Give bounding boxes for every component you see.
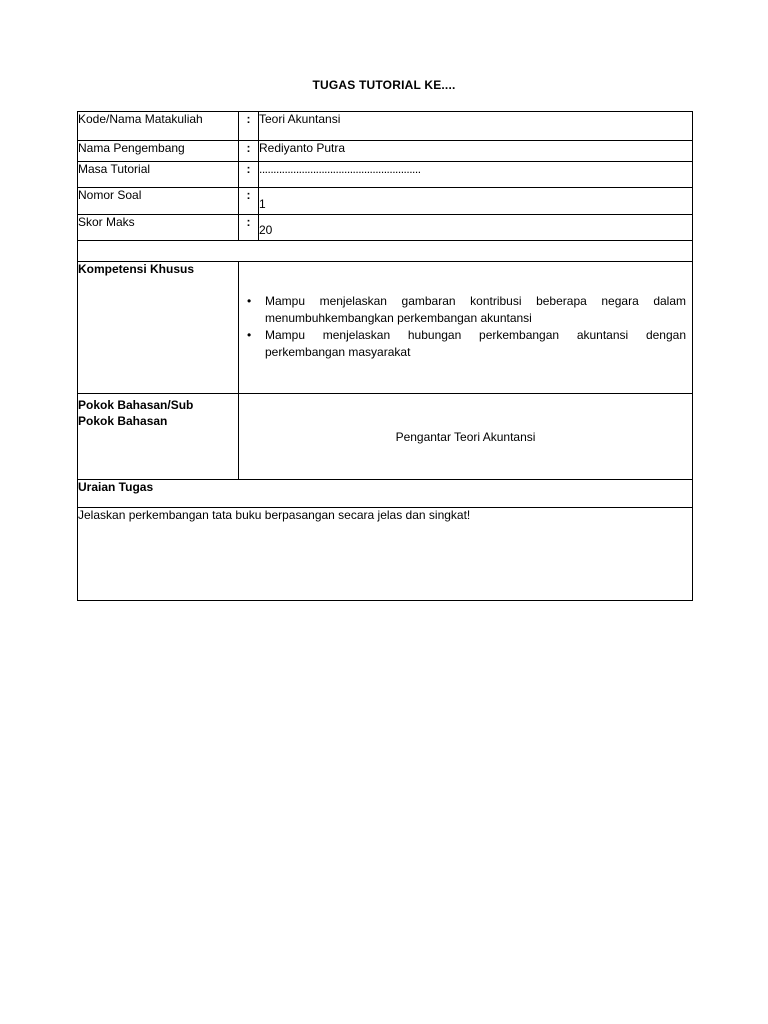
value-kode: Teori Akuntansi: [259, 112, 693, 141]
bullet-icon: •: [247, 294, 252, 308]
label-uraian: Uraian Tugas: [78, 480, 693, 508]
kompetensi-item-2: Mampu menjelaskan hubungan perkembangan akuntansi dengan perkembangan masyarakat: [265, 328, 686, 359]
bullet-icon: •: [247, 328, 252, 342]
spacer-cell: [78, 241, 693, 262]
colon-nomor: :: [239, 188, 259, 215]
tutorial-form-table: [77, 111, 693, 601]
row-pokok: [78, 394, 693, 480]
label-kompetensi: Kompetensi Khusus: [78, 262, 239, 394]
label-masa: Masa Tutorial: [78, 162, 239, 188]
kompetensi-item-1: Mampu menjelaskan gambaran kontribusi beberapa negara dalam menumbuhkembangkan perkembangan akuntansi: [265, 294, 686, 325]
kompetensi-cell: [239, 262, 693, 394]
value-skor: 20: [259, 215, 693, 241]
colon-kode: :: [239, 112, 259, 141]
row-pengembang: [78, 141, 693, 162]
list-item: [245, 293, 686, 327]
label-pengembang: Nama Pengembang: [78, 141, 239, 162]
row-nomor: [78, 188, 693, 215]
row-uraian-label: [78, 480, 693, 508]
kompetensi-list: [239, 262, 692, 361]
colon-pengembang: :: [239, 141, 259, 162]
label-skor: Skor Maks: [78, 215, 239, 241]
label-kode: Kode/Nama Matakuliah: [78, 112, 239, 141]
row-spacer: [78, 241, 693, 262]
row-masa: [78, 162, 693, 188]
row-kompetensi: [78, 262, 693, 394]
value-pengembang: Rediyanto Putra: [259, 141, 693, 162]
label-pokok-line1: Pokok Bahasan/Sub: [78, 398, 194, 412]
list-item: [245, 327, 686, 361]
label-nomor: Nomor Soal: [78, 188, 239, 215]
label-pokok: [78, 394, 239, 480]
page-title: TUGAS TUTORIAL KE....: [312, 78, 456, 92]
row-uraian-task: [78, 508, 693, 601]
row-skor: [78, 215, 693, 241]
value-masa: .........................................................: [259, 162, 693, 188]
value-nomor: 1: [259, 188, 693, 215]
value-pokok: Pengantar Teori Akuntansi: [239, 394, 693, 480]
uraian-task-text: Jelaskan perkembangan tata buku berpasangan secara jelas dan singkat!: [78, 508, 693, 601]
colon-masa: :: [239, 162, 259, 188]
row-kode: [78, 112, 693, 141]
colon-skor: :: [239, 215, 259, 241]
label-pokok-line2: Pokok Bahasan: [78, 414, 168, 428]
